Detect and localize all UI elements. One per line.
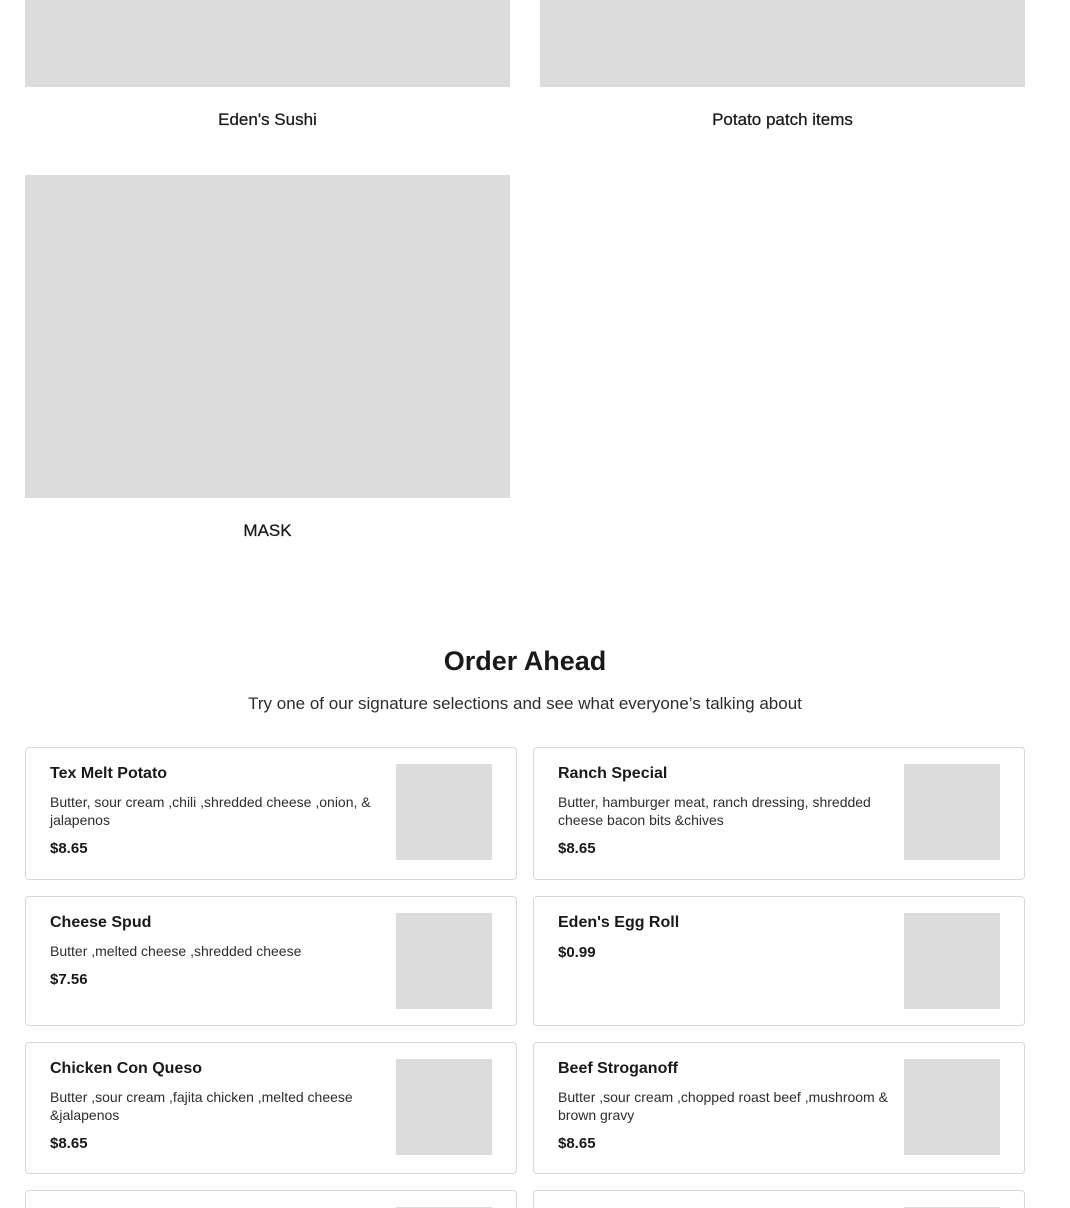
menu-item-image (396, 1059, 492, 1155)
menu-item-info (558, 764, 888, 859)
menu-item-name: Cheese Spud (50, 914, 152, 931)
menu-item-info (558, 913, 888, 963)
category-image (25, 175, 510, 498)
menu-item-info (50, 764, 380, 859)
menu-item-card-beef-stroganoff[interactable] (533, 1042, 1025, 1174)
menu-item-image (904, 1059, 1000, 1155)
menu-item-description: Butter ,sour cream ,fajita chicken ,melted cheese &jalapenos (50, 1089, 353, 1123)
menu-item-name: Chicken Con Queso (50, 1060, 203, 1077)
category-label: Potato patch items (712, 110, 853, 129)
menu-item-description: Butter ,sour cream ,chopped roast beef ,mushroom & brown gravy (558, 1089, 888, 1123)
menu-item-description: Butter, sour cream ,chili ,shredded cheese ,onion, & jalapenos (50, 794, 371, 828)
menu-item-name: Tex Melt Potato (50, 765, 168, 782)
category-tile-edens-sushi[interactable] (25, 0, 510, 130)
order-ahead-title: Order Ahead (443, 646, 607, 676)
menu-item-price: $7.56 (50, 971, 88, 988)
menu-item-name: Beef Stroganoff (558, 1060, 678, 1077)
menu-item-price: $0.99 (558, 944, 596, 961)
menu-item-name: Eden's Egg Roll (558, 914, 680, 931)
menu-item-description: Butter, hamburger meat, ranch dressing, shredded cheese bacon bits &chives (558, 794, 871, 828)
menu-item-info (50, 1059, 380, 1154)
menu-item-name: Ranch Special (558, 765, 668, 782)
menu-item-price: $8.65 (50, 840, 88, 857)
menu-item-card-ranch-special[interactable] (533, 747, 1025, 880)
menu-item-card-partial[interactable] (25, 1190, 517, 1208)
menu-item-card-partial[interactable] (533, 1190, 1025, 1208)
menu-item-image (904, 764, 1000, 860)
menu-item-card-chicken-con-queso[interactable] (25, 1042, 517, 1174)
menu-item-price: $8.65 (558, 840, 596, 857)
menu-item-info (50, 913, 380, 990)
category-label: Eden's Sushi (218, 110, 317, 129)
category-image (540, 0, 1025, 87)
category-tile-potato-patch-items[interactable] (540, 0, 1025, 130)
order-ahead-subtitle: Try one of our signature selections and see what everyone’s talking about (248, 694, 802, 713)
menu-item-price: $8.65 (50, 1135, 88, 1152)
menu-item-price: $8.65 (558, 1135, 596, 1152)
category-image (25, 0, 510, 87)
menu-item-image (396, 913, 492, 1009)
menu-item-card-tex-melt-potato[interactable] (25, 747, 517, 880)
category-tile-mask[interactable] (25, 175, 510, 541)
menu-item-description: Butter ,melted cheese ,shredded cheese (50, 943, 302, 959)
menu-item-card-cheese-spud[interactable] (25, 896, 517, 1026)
menu-item-card-edens-egg-roll[interactable] (533, 896, 1025, 1026)
menu-item-info (558, 1059, 888, 1154)
menu-item-image (904, 913, 1000, 1009)
category-label: MASK (243, 521, 292, 540)
menu-item-image (396, 764, 492, 860)
